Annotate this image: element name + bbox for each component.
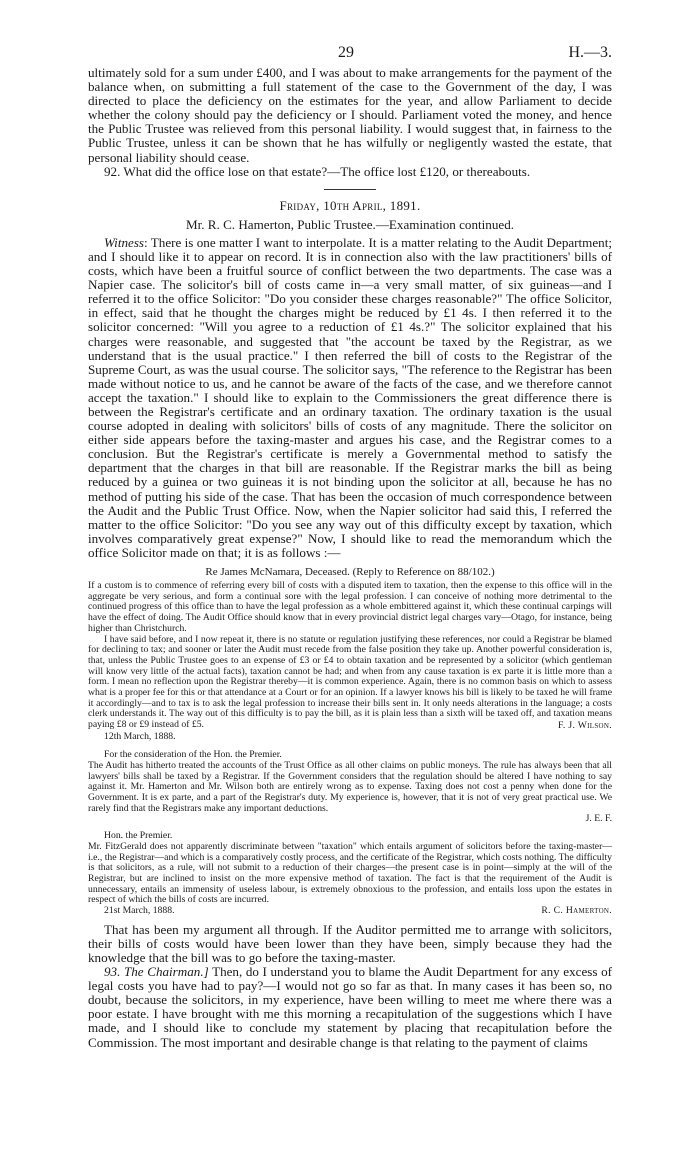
memo-paragraph-1: If a custom is to commence of referring every bill of costs with a disputed item to taxation, then the expense to this office will in the aggregate be very serious, and form a continual sore with the legal profession. I can conceive of nothing more detrimental to the continued progress of this office than to have the legal profession as a whole embittered against it, which these continual carpings will have the effect of doing. The Audit Office should know that in every provincial district legal charges vary—Otago, for instance, being higher than Christchurch. (88, 580, 612, 634)
question-92: 92. What did the office lose on that estate?—The office lost £120, or thereabouts. (104, 163, 531, 179)
document-reference: H.—3. (568, 44, 612, 61)
witness-statement (88, 236, 612, 560)
audit-signature: J. E. F. (585, 813, 612, 825)
intro-paragraph: ultimately sold for a sum under £400, and I was about to make arrangements for the payment of the balance when, on submitting a full statement of the case to the Government of the day, I was directed to place the deficiency on the estimates for the year, and allow Parliament to decide whether the colony should pay the deficiency or I should. Parliament voted the money, and hence the Public Trustee was relieved from this personal liability. I would suggest that, in fairness to the Public Trustee, unless it can be shown that he has wilfully or negligently wasted the estate, that personal liability should cease. (88, 65, 612, 165)
fitzgerald-date: 21st March, 1888. (104, 905, 175, 917)
question-93-label: 93. The Chairman.] (104, 964, 209, 980)
closing-paragraph: That has been my argument all through. If the Auditor permitted me to arrange with solicitors, their bills of costs would have been lower than they have been, simply because they had the knowledge that the bill was to go before the taxing-master. (88, 921, 612, 965)
memo-paragraph-2: I have said before, and I now repeat it, there is no statute or regulation justifying these references, nor could a Registrar be blamed for declining to tax; and sooner or later the Audit must recede from the false position they take up. Another powerful consideration is, that, unless the Public Trustee goes to an expense of £3 or £4 to obtain taxation and be represented by a solicitor (which gentleman will know very little of the actual facts), taxation cannot be had; and when from any cause taxation is ex parte it is little more than a form. I mean no reflection upon the Registrar thereby—it is common experience. Again, there is no common basis on which to assess what is a proper fee for this or that attendance at a Court or for an opinion. If a lawyer knows his bill is likely to be taxed he will frame it accordingly—and to tax is to ask the legal profession to increase their bills sent in. It only needs alterations in the language; a costs clerk understands it. The way out of this difficulty is to pay the bill, as it is plain less than a sixth will be taxed off, and taxation means paying £8 or £9 instead of £5. (88, 633, 612, 731)
question-93 (88, 965, 612, 1050)
fitzgerald-signature: R. C. Hamerton. (541, 905, 612, 917)
witness-label: Witness (104, 234, 145, 250)
question-93-text: Then, do I understand you to blame the Audit Department for any excess of legal costs you have had to pay?—I would not go so far as that. In many cases it has been so, no doubt, because the solicitors, in my experience, have been willing to meet me where there was a poor estate. I have brought with me this morning a recapitulation of the suggestions which I have made, and I should like to conclude my statement by placing that recapitulation before the Commission. The most important and desirable change is that relating to the payment of claims (88, 964, 612, 1050)
page-number: 29 (338, 44, 354, 61)
memo-date: 12th March, 1888. (104, 730, 176, 742)
fitzgerald-minute: Mr. FitzGerald does not apparently discriminate between "taxation" which entails argument of solicitors before the taxing-master—i.e., the Registrar—and which is a comparatively costly process, and the certificate of the Registrar, which costs nothing. The difficulty is that solicitors, as a rule, will not submit to a reduction of their charges—the present case is in point—simply at the will of the Registrar, but are inclined to insist on the more expensive method of taxation. The fact is that the requirement of the Audit is unnecessary, entails an immensity of useless labour, is extremely obnoxious to the profession, and entails loss upon the estates in respect of which the bills of costs are incurred. (88, 840, 612, 906)
audit-minute: The Audit has hitherto treated the accounts of the Trust Office as all other claims on public moneys. The rule has always been that all lawyers' bills shall be taxed by a Registrar. If the Government considers that the regulation should be altered I have nothing to say against it. Mr. Hamerton and Mr. Wilson both are entirely wrong as to expense. Taxing does not cost a penny when done for the Government. It is ex parte, and a part of the Registrar's duty. My experience is, however, that it is not of very great practical use. We rarely find that the Registrars make any important deductions. (88, 759, 612, 814)
witness-text: : There is one matter I want to interpolate. It is a matter relating to the Audit Department; and I should like it to appear on record. It is in connection also with the law practitioners' bills of costs, which have been a fruitful source of conflict between the two departments. The case was a Napier case. The solicitor's bill of costs came in—a very small matter, of six guineas—and I referred it to the office Solicitor: "Do you consider these charges reasonable?" The office Solicitor, in effect, said that he thought the charges might be reduced by £1 4s. I then referred it to the solicitor concerned: "Will you agree to a reduction of £1 4s.?" The solicitor explained that his charges were reasonable, and suggested that "the account be taxed by the Registrar, as we understand that is the usual practice." I then referred the bill of costs to the Registrar of the Supreme Court, as was the usual course. The solicitor says, "The reference to the Registrar has been made without notice to us, and he cannot be aware of the facts of the case, and we therefore cannot accept the taxation." I should like to explain to the Commissioners the great difference there is between the Registrar's certificate and an ordinary taxation. The ordinary taxation is the usual course adopted in dealing with solicitors' bills of costs of any magnitude. There the solicitor on either side appears before the taxing-master and argues his case, and the Registrar comes to a conclusion. But the Registrar's certificate is merely a Governmental method to satisfy the department that the charges in that bill are reasonable. If the Registrar marks the bill as being reduced by a guinea or two guineas it is not binding upon the solicitor at all, because he has no method of putting his side of the case. That has been the occasion of much correspondence between the Audit and the Public Trust Office. Now, when the Napier solicitor had said this, I referred the matter to the office Solicitor: "Do you see any way out of this difficulty except by taxation, which involves comparatively great expense?" Now, I should like to read the memorandum which the office Solicitor made on that; it is as follows :— (88, 234, 612, 560)
memo-signature: F. J. Wilson. (558, 719, 612, 731)
witness-heading: Mr. R. C. Hamerton, Public Trustee.—Examination continued. (185, 216, 515, 232)
page-header (88, 44, 612, 66)
premier-line: For the consideration of the Hon. the Premier. (104, 749, 282, 761)
fitzgerald-signoff (88, 906, 612, 917)
hon-premier-line: Hon. the Premier. (104, 830, 173, 842)
section-divider (324, 189, 376, 190)
date-heading: Friday, 10th April, 1891. (279, 197, 421, 213)
memo-heading: Re James McNamara, Deceased. (Reply to Reference on 88/102.) (205, 566, 495, 578)
document-page (88, 44, 612, 1050)
